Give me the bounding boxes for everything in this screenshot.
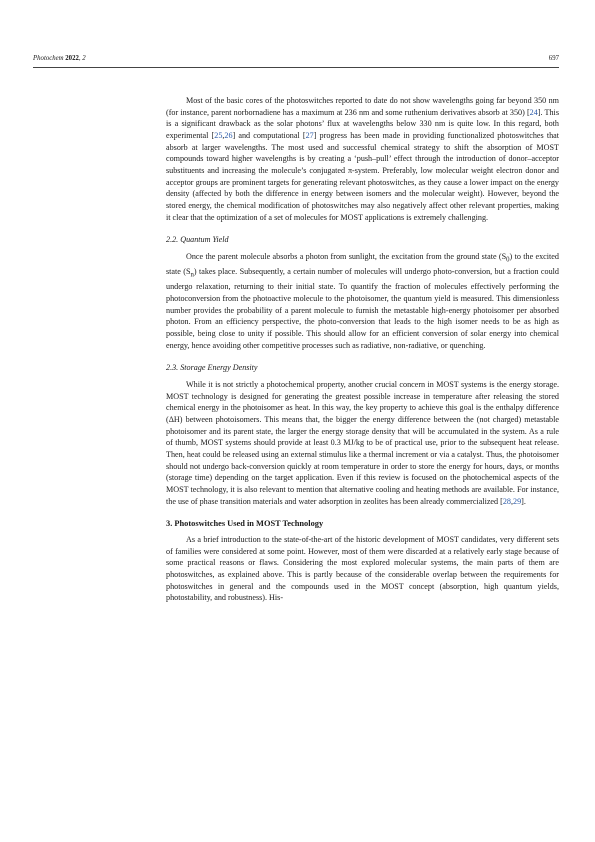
journal-name: Photochem — [33, 55, 64, 62]
text-run: ]. This is a significant drawback as the solar photons’ flux at wavelengths below 330 nm is quite low. In this regard, both experimental [ — [166, 107, 559, 140]
citation-link[interactable]: 24 — [529, 107, 538, 117]
text-run: While it is not strictly a photochemical property, another crucial concern in MOST systems is the energy storage. MOST technology is designed for generating the greatest possible increase in temperature after releasing the stored chemical energy in the photoisomer as heat. In this way, the key property to achieve this goal is the enthalpy difference (ΔH) between photoisomers. This means that, the bigger the energy difference between the (not charged) metastable photoisomer and its parent state, the larger the energy storage density that will be accumulated in the system. As a rule of thumb, MOST systems should provide at least 0.3 MJ/kg to be of practical use, prior to the subsequent heat release. Then, heat could be released using an external stimulus like a thermal increment or via a catalyst. Thus, the photoisomer should not undergo back-conversion quickly at room temperature in order to store the energy for hours, days, or months (storage time) depending on the target application. Even if this review is focused on the photochemical aspects of the MOST technology, it is also relevant to mention that alternative cooling and heating methods are available. For instance, the use of phase transition materials and water adsorption in zeolites has been already commercialized [ — [166, 380, 559, 506]
article-body — [166, 95, 559, 604]
text-run: Once the parent molecule absorbs a photon from sunlight, the excitation from the ground state (S — [186, 251, 507, 261]
spacer — [166, 223, 559, 228]
section-heading-storage-energy: 2.3. Storage Energy Density — [166, 363, 258, 373]
text-run: As a brief introduction to the state-of-the-art of the historic development of MOST candidates, very different sets of families were considered at some point. However, most of them were discarded at a relatively early stage because of some practical reasons or flaws. Considering the most explored molecular systems, the main parts of them are photoswitches, as explained above. This is partly because of the considerable overlap between the requirements for photoswitches in general and the compounds used in the MOST concept (absorption, high quantum yields, photostability, and robustness). His- — [166, 534, 559, 603]
citation-link[interactable]: 26 — [224, 130, 233, 140]
text-run: ]. — [521, 496, 526, 506]
page-number: 697 — [548, 55, 559, 62]
citation-link[interactable]: 27 — [305, 130, 314, 140]
citation-link[interactable]: 29 — [513, 496, 522, 506]
subscript: n — [190, 271, 194, 279]
section-heading-quantum-yield: 2.2. Quantum Yield — [166, 235, 229, 245]
header-divider — [33, 67, 559, 68]
text-run: ] progress has been made in providing functionalized photoswitches that absorb at larger wavelengths. The most used and successful chemical strategy to shift the absorption of MOST compounds toward higher wavelengths is by creating a ‘push–pull’ effect through the introduction of donor–acceptor substituents and increasing the molecule’s conjugated π-system. Preferably, low molecular weight electron donor and acceptor groups are prominent targets for generating relevant photoswitches, as they cause a lower impact on the energy density (affected by both the difference in energy between isomers and the molecular weight). However, beyond the stored energy, the chemical modification of photoswitches may also negatively affect other relevant properties, making it clear that the optimization of a set of molecules for MOST applications is extremely challenging. — [166, 130, 560, 222]
text-run: ] and computational [ — [232, 130, 306, 140]
subscript: 0 — [506, 256, 510, 264]
citation-link[interactable]: 28 — [502, 496, 511, 506]
paragraph-intro: Most of the basic cores of the photoswitches reported to date do not show wavelengths going far beyond 350 nm (for instance, parent norbornadiene has a maximum at 236 nm and some ruthenium derivatives absorb at 350) [24]. This is a significant drawback as the solar photons’ flux at wavelengths below 330 nm is quite low. In this regard, both experimental [25,26] and computational [27] progress has been made in providing functionalized photoswitches that absorb at larger wavelengths. The most used and successful chemical strategy to shift the absorption of MOST compounds toward higher wavelengths is by creating a ‘push–pull’ effect through the introduction of donor–acceptor substituents and increasing the molecule’s conjugated π-system. Preferably, low molecular weight electron donor and acceptor groups are prominent targets for generating relevant photoswitches, as they cause a lower impact on the energy density (affected by both the difference in energy between isomers and the molecular weight). However, beyond the stored energy, the chemical modification of photoswitches may also negatively affect other relevant properties, making it clear that the optimization of a set of molecules for MOST applications is extremely challenging. — [166, 96, 560, 222]
spacer — [166, 507, 559, 512]
spacer — [166, 351, 559, 356]
paragraph-photoswitches — [166, 534, 559, 604]
text-run: ) takes place. Subsequently, a certain number of molecules will undergo photo-conversion, but a fraction could undergo relaxation, returning to their initial state. To quantify the fraction of molecules effectively performing the photoconversion from the photoactive molecule to the photoisomer, the quantum yield is measured. This dimensionless number provides the probability of a parent molecule to furnish the metastable high-energy photoisomer per absorbed photon. From an efficiency perspective, the photo-conversion that leads to the high isomer needs to be as high as possible, being close to unity if possible. This should allow for an efficient conversion of solar energy into chemical energy, hence avoiding other competitive processes such as radiative, non-radiative, or quenching. — [166, 267, 559, 350]
text-run: ) to the excited state (S — [166, 251, 559, 277]
running-header — [33, 55, 559, 67]
paragraph-quantum-yield — [166, 251, 559, 352]
journal-citation — [33, 55, 86, 62]
section-heading-photoswitches: 3. Photoswitches Used in MOST Technology — [166, 519, 324, 529]
journal-volume: , 2 — [78, 55, 86, 62]
paragraph-storage-energy: While it is not strictly a photochemical property, another crucial concern in MOST systems is the energy storage. MOST technology is designed for generating the greatest possible increase in temperature after releasing the stored chemical energy in the photoisomer as heat. In this way, the key property to achieve this goal is the enthalpy difference (ΔH) between photoisomers. This means that, the bigger the energy difference between the (not charged) metastable photoisomer and its parent state, the larger the energy storage density that will be accumulated in the system. As a rule of thumb, MOST systems should provide at least 0.3 MJ/kg to be of practical use, prior to the subsequent heat release. Then, heat could be released using an external stimulus like a thermal increment or via a catalyst. Thus, the photoisomer should not undergo back-conversion quickly at room temperature in order to store the energy for hours, days, or months (storage time) depending on the target application. Even if this review is focused on the photochemical aspects of the MOST technology, it is also relevant to mention that alternative cooling and heating methods are available. For instance, the use of phase transition materials and water adsorption in zeolites has been already commercialized [28,29]. — [166, 380, 559, 506]
citation-link[interactable]: 25 — [214, 130, 223, 140]
journal-year: 2022 — [65, 55, 79, 62]
text-run: Most of the basic cores of the photoswitches reported to date do not show wavelengths going far beyond 350 nm (for instance, parent norbornadiene has a maximum at 236 nm and some ruthenium derivatives absorb at 350) [ — [166, 96, 559, 117]
